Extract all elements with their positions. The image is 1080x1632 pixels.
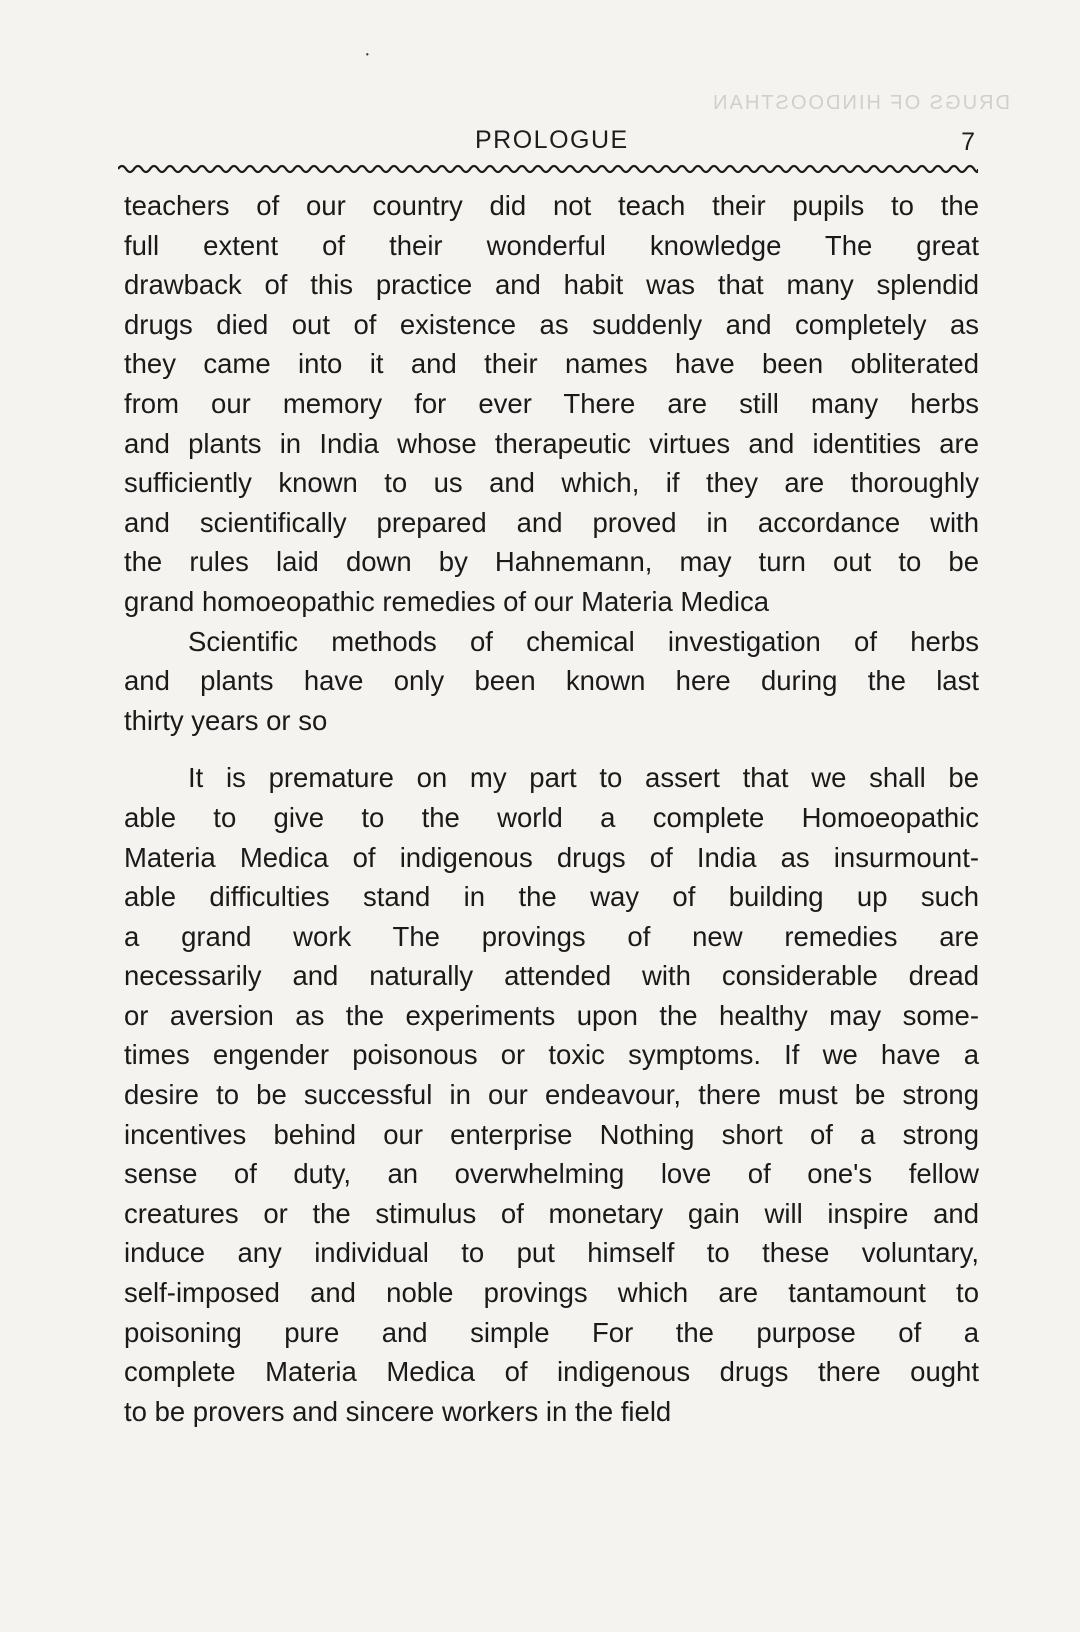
wavy-rule bbox=[118, 160, 978, 178]
paragraph-1 bbox=[124, 186, 979, 622]
running-head bbox=[120, 120, 975, 160]
text-line: times engender poisonous or toxic symptoms. If we have a bbox=[124, 1039, 979, 1071]
text-line: creatures or the stimulus of monetary gain will inspire and bbox=[124, 1197, 979, 1229]
paragraph-3 bbox=[124, 758, 979, 1431]
text-line: sense of duty, an overwhelming love of one's fellow bbox=[124, 1158, 979, 1190]
text-line: and plants have only been known here during the last bbox=[124, 665, 979, 697]
text-line: incentives behind our enterprise Nothing short of a strong bbox=[124, 1118, 979, 1150]
text-line: sufficiently known to us and which, if they are thoroughly bbox=[124, 467, 979, 499]
ink-speck: · bbox=[364, 44, 371, 66]
text-line: full extent of their wonderful knowledge The great bbox=[124, 229, 979, 261]
text-line: able to give to the world a complete Homoeopathic bbox=[124, 801, 979, 833]
text-line: It is premature on my part to assert that we shall be bbox=[188, 762, 979, 794]
text-line: necessarily and naturally attended with considerable dread bbox=[124, 960, 979, 992]
page-title: PROLOGUE bbox=[475, 126, 629, 154]
bleed-through-header: DRUGS OF HINDOOSTHAN bbox=[711, 92, 1010, 114]
text-line: desire to be successful in our endeavour, there must be strong bbox=[124, 1079, 979, 1111]
text-line: teachers of our country did not teach their pupils to the bbox=[124, 190, 979, 221]
text-line: from our memory for ever There are still many herbs bbox=[124, 387, 979, 419]
text-line: poisoning pure and simple For the purpose of a bbox=[124, 1316, 979, 1348]
text-line: or aversion as the experiments upon the healthy may some- bbox=[124, 999, 979, 1031]
text-line: thirty years or so bbox=[124, 704, 328, 736]
text-line: drawback of this practice and habit was that many splendid bbox=[124, 269, 979, 301]
text-line: Scientific methods of chemical investigation of herbs bbox=[188, 625, 979, 657]
text-line: a grand work The provings of new remedies are bbox=[124, 920, 979, 952]
page-number: 7 bbox=[961, 128, 975, 156]
text-line: and plants in India whose therapeutic virtues and identities are bbox=[124, 427, 979, 459]
text-line: Materia Medica of indigenous drugs of India as insurmount- bbox=[124, 841, 979, 873]
text-line: the rules laid down by Hahnemann, may turn out to be bbox=[124, 546, 979, 578]
text-line: drugs died out of existence as suddenly and completely as bbox=[124, 308, 979, 340]
text-line: grand homoeopathic remedies of our Materia Medica bbox=[124, 585, 770, 617]
text-line: they came into it and their names have been obliterated bbox=[124, 348, 979, 380]
text-line: complete Materia Medica of indigenous drugs there ought bbox=[124, 1356, 979, 1388]
text-line: self-imposed and noble provings which are tantamount to bbox=[124, 1277, 979, 1309]
text-line: to be provers and sincere workers in the field bbox=[124, 1395, 672, 1427]
text-line: induce any individual to put himself to these voluntary, bbox=[124, 1237, 979, 1269]
text-line: able difficulties stand in the way of building up such bbox=[124, 881, 979, 913]
paragraph-2 bbox=[124, 622, 979, 741]
text-line: and scientifically prepared and proved in accordance with bbox=[124, 506, 979, 538]
paragraph-gap bbox=[124, 740, 979, 758]
body-text bbox=[124, 186, 979, 1431]
